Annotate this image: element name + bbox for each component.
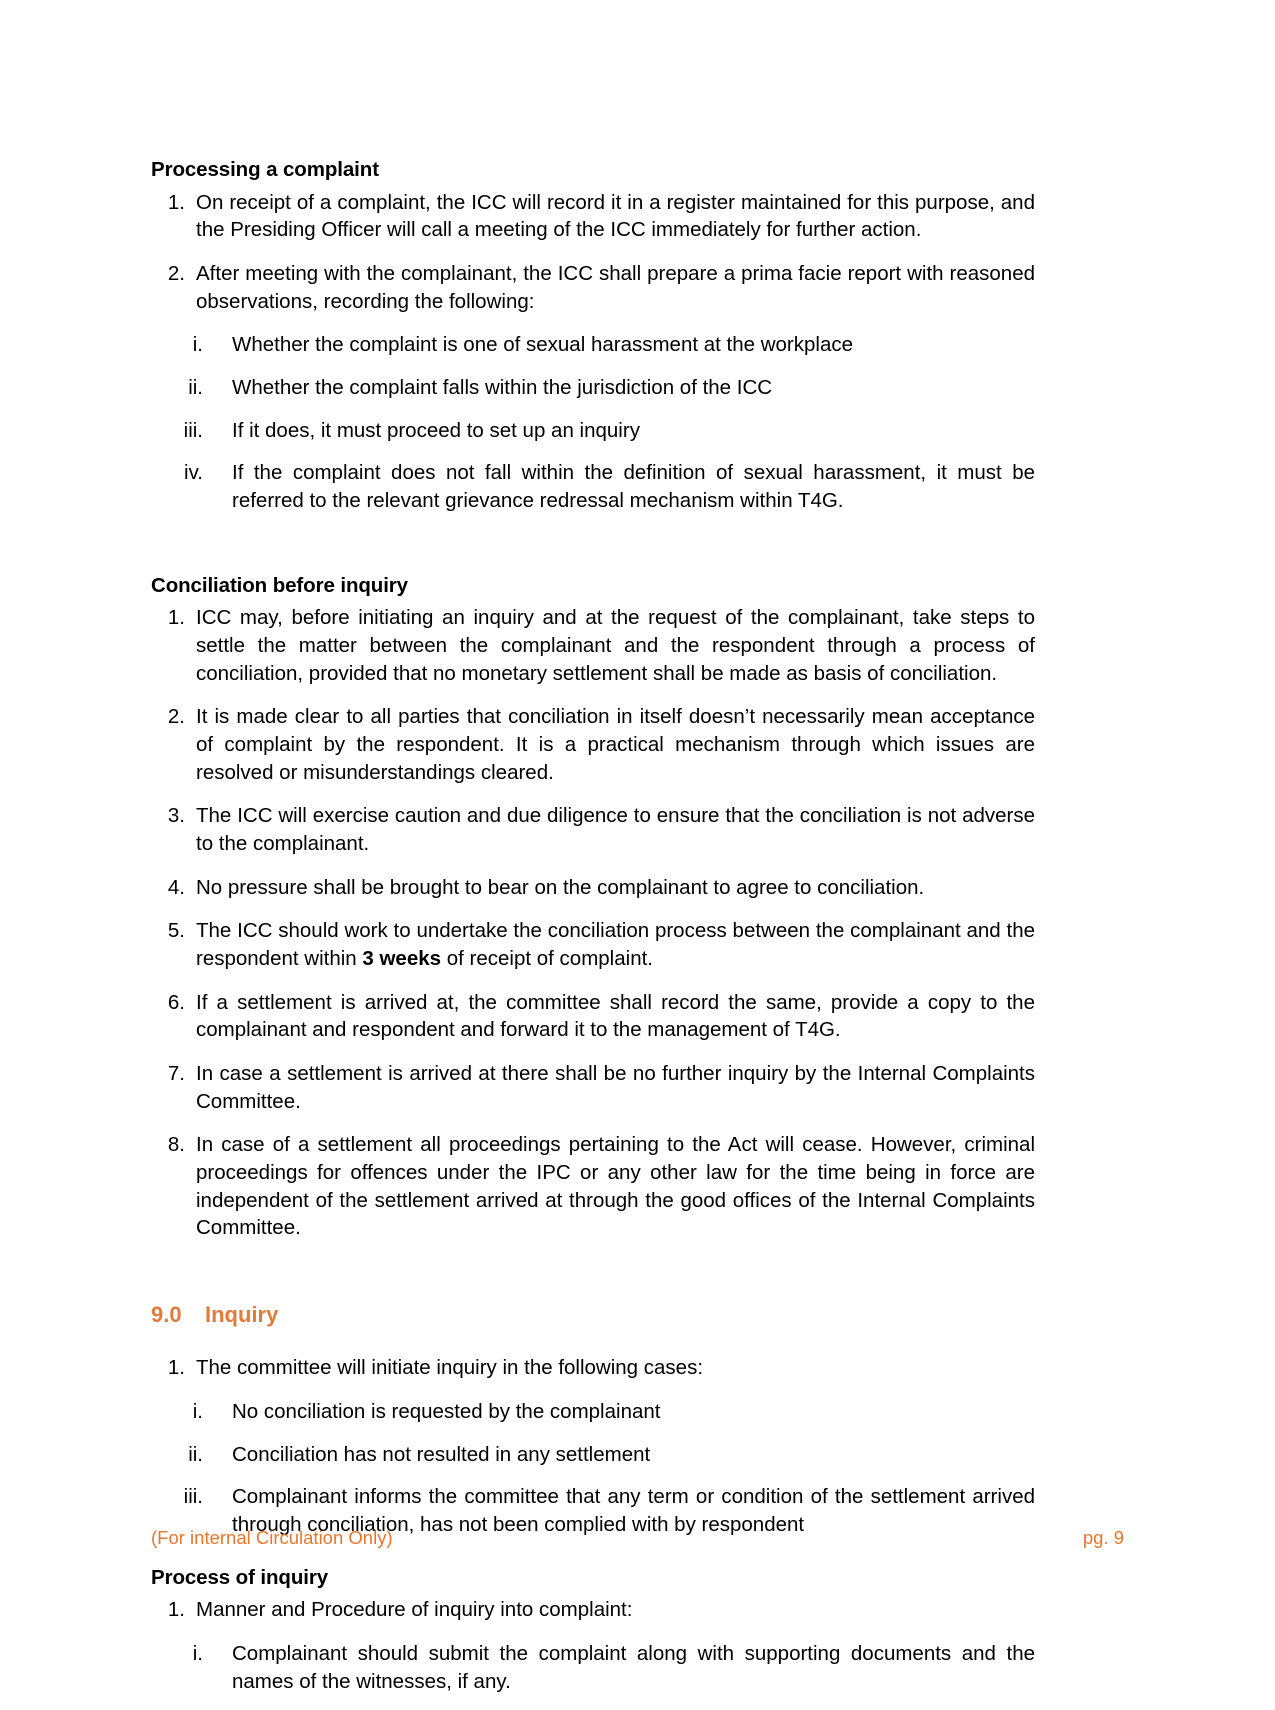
list-processing-a-complaint — [151, 189, 1035, 316]
section-spacer — [151, 1554, 1035, 1566]
list-item — [151, 802, 1035, 857]
list-item-text: Whether the complaint is one of sexual harassment at the workplace — [232, 333, 854, 357]
list-marker: 4. — [167, 875, 185, 899]
list-item — [151, 989, 1035, 1044]
list-item-text: No pressure shall be brought to bear on the complainant to agree to conciliation. — [196, 875, 925, 899]
list-item — [151, 874, 1035, 902]
list-item — [151, 917, 1035, 972]
list-marker: 6. — [167, 990, 185, 1014]
list-item-text: In case a settlement is arrived at there shall be no further inquiry by the Internal Complaints Committee. — [196, 1061, 1035, 1113]
list-marker: ii. — [188, 1442, 203, 1466]
list-item — [151, 260, 1035, 315]
list-marker: 1. — [167, 606, 185, 630]
list-marker: 2. — [167, 261, 185, 285]
list-item-text: ICC may, before initiating an inquiry and at the request of the complainant, take steps to settle the matter between the complainant and the respondent through a process of conciliation, provided that no monetary settlement shall be made as basis of conciliation. — [196, 606, 1035, 685]
section-spacer — [151, 530, 1035, 574]
list-item-text: If it does, it must proceed to set up an inquiry — [232, 418, 640, 442]
list-item-text: In case of a settlement all proceedings pertaining to the Act will cease. However, criminal proceedings for offences under the IPC or any other law for the time being in force are independent of the settlement arrived at through the good offices of the Internal Complaints Committee. — [196, 1133, 1035, 1240]
section-title: Inquiry — [205, 1302, 279, 1327]
list-item-text: It is made clear to all parties that conciliation in itself doesn’t necessarily mean acceptance of complaint by the respondent. It is a practical mechanism through which issues are resolved or misunderstandings cleared. — [196, 705, 1035, 784]
list-item-text: The committee will initiate inquiry in the following cases: — [196, 1356, 704, 1380]
list-marker: ii. — [188, 375, 203, 399]
list-inquiry — [151, 1354, 1035, 1382]
footer-circulation-note: (For internal Circulation Only) — [151, 1527, 393, 1548]
list-item-text: Complainant informs the committee that any term or condition of the settlement arrived through conciliation, has not been complied with by respondent — [232, 1485, 1035, 1537]
list-marker: 1. — [167, 190, 185, 214]
heading-conciliation-before-inquiry: Conciliation before inquiry — [151, 573, 408, 597]
list-item-text: If the complaint does not fall within the definition of sexual harassment, it must be referred to the relevant grievance redressal mechanism within T4G. — [232, 461, 1035, 512]
list-item — [151, 189, 1035, 244]
list-item — [151, 459, 1035, 514]
heading-process-of-inquiry: Process of inquiry — [151, 1565, 329, 1589]
list-marker: iii. — [183, 418, 203, 442]
sublist-inquiry-cases — [151, 1398, 1035, 1539]
list-item — [151, 1398, 1035, 1426]
list-item — [151, 1131, 1035, 1242]
list-item — [151, 1441, 1035, 1469]
list-item-text: On receipt of a complaint, the ICC will record it in a register maintained for this purpose, and the Presiding Officer will call a meeting of the ICC immediately for further action. — [196, 190, 1035, 242]
list-marker: 7. — [167, 1061, 185, 1085]
list-item — [151, 604, 1035, 687]
list-item-text: Conciliation has not resulted in any settlement — [232, 1442, 651, 1466]
list-marker: i. — [192, 333, 203, 357]
list-process-of-inquiry — [151, 1596, 1035, 1624]
list-marker: 1. — [167, 1598, 185, 1622]
list-item-text: If a settlement is arrived at, the committee shall record the same, provide a copy to the complainant and respondent and forward it to the management of T4G. — [196, 990, 1035, 1042]
list-item — [151, 374, 1035, 402]
list-item — [151, 1596, 1035, 1624]
list-item-text: After meeting with the complainant, the ICC shall prepare a prima facie report with reasoned observations, recording the following: — [196, 261, 1035, 313]
list-item-text: The ICC will exercise caution and due diligence to ensure that the conciliation is not adverse to the complainant. — [196, 804, 1035, 855]
page-footer — [151, 1527, 1124, 1549]
list-marker: iii. — [183, 1485, 203, 1509]
list-conciliation-before-inquiry — [151, 604, 1035, 1242]
list-marker: 5. — [167, 919, 185, 943]
list-marker: i. — [192, 1400, 203, 1424]
list-marker: 3. — [167, 804, 185, 828]
list-marker: i. — [192, 1642, 203, 1666]
list-marker: iv. — [184, 461, 203, 485]
list-item — [151, 331, 1035, 359]
list-item-text-part: The ICC should work to undertake the conciliation process between the complainant and the respondent within — [196, 919, 1035, 970]
list-marker: 1. — [167, 1356, 185, 1380]
list-item — [151, 1060, 1035, 1115]
list-item-text: No conciliation is requested by the complainant — [232, 1400, 661, 1424]
section-number: 9.0 — [151, 1302, 182, 1327]
page-content — [151, 158, 1035, 1710]
list-item-text: Manner and Procedure of inquiry into complaint: — [196, 1598, 633, 1622]
sublist-prima-facie-observations — [151, 331, 1035, 514]
section-spacer — [151, 1258, 1035, 1302]
list-item — [151, 1640, 1035, 1695]
heading-processing-a-complaint: Processing a complaint — [151, 158, 379, 181]
list-item-text: Whether the complaint falls within the jurisdiction of the ICC — [232, 375, 773, 399]
list-marker: 2. — [167, 705, 185, 729]
list-item — [151, 1354, 1035, 1382]
list-marker: 8. — [167, 1133, 185, 1157]
list-item-text — [196, 917, 1035, 972]
list-item — [151, 417, 1035, 445]
emphasis-duration: 3 weeks — [362, 946, 442, 970]
heading-inquiry — [151, 1302, 1035, 1328]
sublist-manner-and-procedure — [151, 1640, 1035, 1695]
list-item-text: Complainant should submit the complaint along with supporting documents and the names of the witnesses, if any. — [232, 1642, 1035, 1693]
heading-spacer — [151, 1328, 1035, 1354]
list-item — [151, 703, 1035, 786]
list-item-text-part: of receipt of complaint. — [441, 946, 653, 970]
footer-page-number: pg. 9 — [1082, 1527, 1124, 1548]
